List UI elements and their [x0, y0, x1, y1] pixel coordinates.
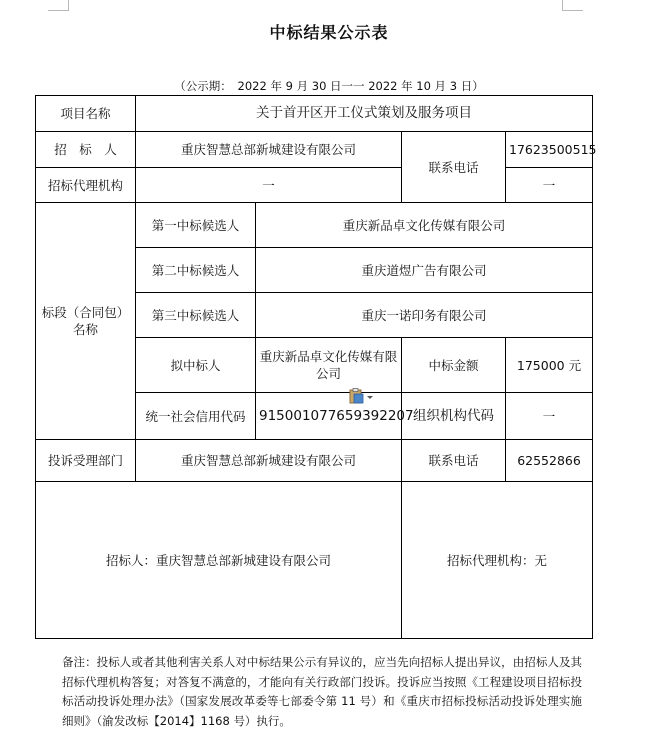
tenderer-value: 重庆智慧总部新城建设有限公司	[136, 132, 402, 168]
candidate-2-value: 重庆道煜广告有限公司	[256, 248, 593, 293]
agency-signature: 招标代理机构：无	[402, 482, 593, 639]
margin-corner-top-left	[48, 0, 69, 11]
agency-value: 一	[136, 168, 402, 203]
bid-amount-value: 175000 元	[506, 338, 593, 393]
complaint-phone-value: 62552866	[506, 440, 593, 482]
agency-label: 招标代理机构	[36, 168, 136, 203]
agency-phone-value: 一	[506, 168, 593, 203]
candidate-2-label: 第二中标候选人	[136, 248, 256, 293]
remark-note: 备注：投标人或者其他利害关系人对中标结果公示有异议的，应当先向招标人提出异议，由招标人及其招标代理机构答复；对答复不满意的，才能向有关行政部门投诉。投诉应当按照《工程建设项目招标投标活动投诉处理办法》（国家发展改革委等七部委令第 11 号）和《重庆市招标投标活动投诉处理实施细则》（渝发改标【2014】1168 号）执行。	[62, 655, 582, 728]
margin-corner-top-right	[562, 0, 583, 11]
candidate-3-value: 重庆一诺印务有限公司	[256, 293, 593, 338]
credit-code-value: 915001077659392207	[256, 393, 402, 440]
result-table	[35, 95, 597, 639]
project-name-label: 项目名称	[36, 96, 136, 132]
proposed-winner-label: 拟中标人	[136, 338, 256, 393]
complaint-dept-value: 重庆智慧总部新城建设有限公司	[136, 440, 402, 482]
tenderer-signature: 招标人：重庆智慧总部新城建设有限公司	[36, 482, 402, 639]
tenderer-phone-label: 联系电话	[402, 132, 506, 203]
paste-options-icon[interactable]	[348, 388, 376, 404]
complaint-phone-label: 联系电话	[402, 440, 506, 482]
bid-amount-label: 中标金额	[402, 338, 506, 393]
credit-code-label: 统一社会信用代码	[136, 393, 256, 440]
proposed-winner-value: 重庆新品卓文化传媒有限公司	[256, 338, 402, 393]
section-name-label: 标段（合同包）名称	[36, 203, 136, 440]
candidate-1-label: 第一中标候选人	[136, 203, 256, 248]
document-title: 中标结果公示表	[269, 23, 389, 42]
candidate-3-label: 第三中标候选人	[136, 293, 256, 338]
tenderer-phone-value: 17623500515	[506, 132, 593, 168]
publicity-period: （公示期： 2022 年 9 月 30 日一一 2022 年 10 月 3 日）	[174, 79, 484, 93]
org-code-label: 组织机构代码	[402, 393, 506, 440]
candidate-1-value: 重庆新品卓文化传媒有限公司	[256, 203, 593, 248]
complaint-dept-label: 投诉受理部门	[36, 440, 136, 482]
project-name-value: 关于首开区开工仪式策划及服务项目	[136, 96, 593, 132]
tenderer-label: 招 标 人	[36, 132, 136, 168]
org-code-value: 一	[506, 393, 593, 440]
